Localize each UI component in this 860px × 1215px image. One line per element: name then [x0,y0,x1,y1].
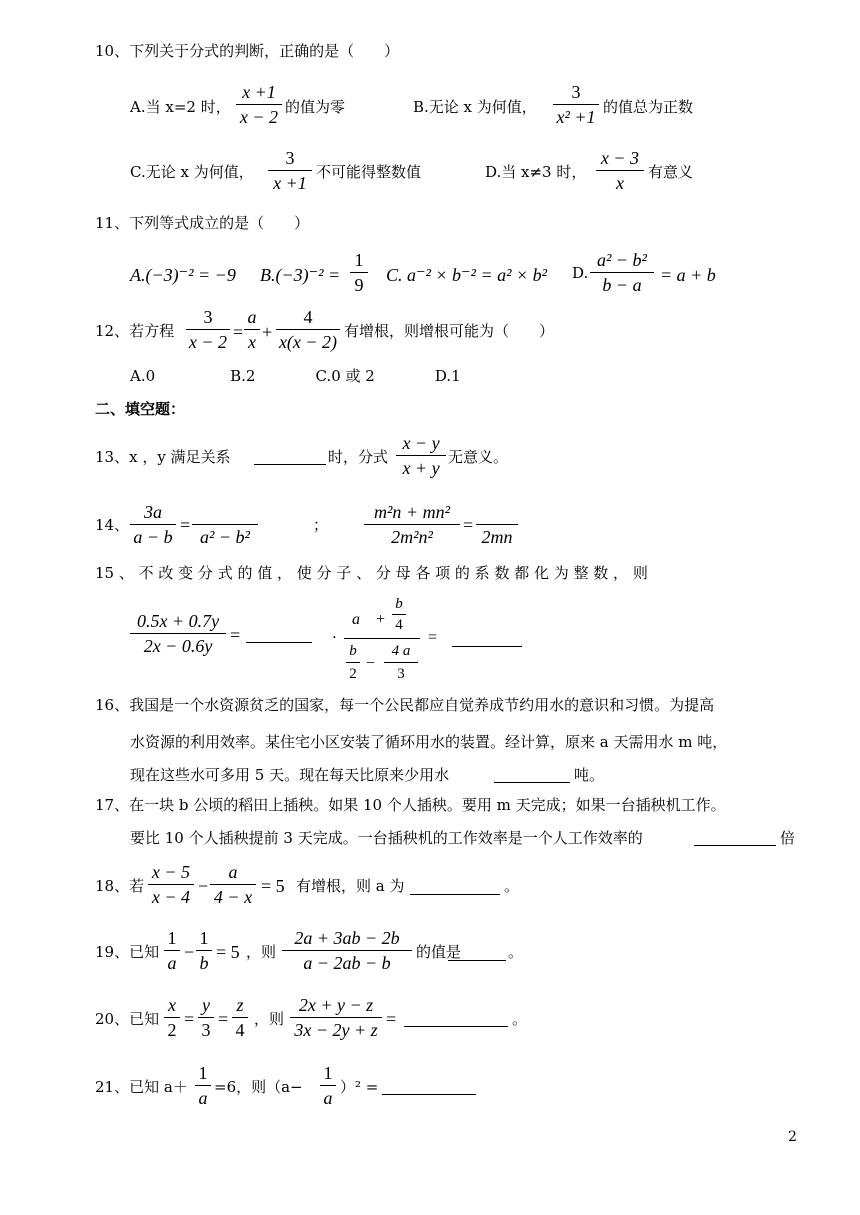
q15-equals-2: = [428,629,438,646]
q12-fraction-1: 3 x − 2 [186,307,230,352]
q20-pre: 20、已知 [95,1010,160,1028]
q14-equals: = [180,515,191,535]
q19-equals: = 5 [216,942,240,962]
q10-b-fraction: 3 x² +1 [553,82,599,127]
q10-a-pre: A.当 x=2 时， [130,98,231,116]
q21-answer-blank[interactable] [382,1078,476,1095]
q11-option-b-pre: B.(−3)⁻² = [260,265,341,285]
q15-equals: = [230,625,241,645]
q12-post: 有增根，则增根可能为（ ） [344,322,555,340]
q20-fraction-1: x 2 [164,995,180,1040]
q11-option-c: C. a⁻² × b⁻² = a² × b² [386,265,548,285]
q15-denominator-minus: − [366,655,376,672]
q12-pre: 12、若方程 [95,322,175,340]
q20-mid: ，则 [254,1010,285,1028]
q21-post: ）² = [340,1078,379,1096]
q18-pre: 18、若 [95,877,145,895]
q15-complex-fraction [344,596,420,686]
q14-equals-2: = [463,515,474,535]
q20-fraction-2: y 3 [198,995,214,1040]
q12-fraction-3: 4 x(x − 2) [276,307,340,352]
q19-fraction-2: 1 b [196,928,212,973]
q10-c-fraction: 3 x +1 [268,148,312,193]
q18-minus: − [198,876,209,896]
q19-pre: 19、已知 [95,943,160,961]
q10-b-pre: B.无论 x 为何值， [413,98,537,116]
q15-dot: · [332,628,337,646]
q15-fraction-1: 0.5x + 0.7y 2x − 0.6y [130,611,226,656]
q19-fraction-3: 2a + 3ab − 2b a − 2ab − b [282,928,412,973]
q17-answer-blank[interactable] [694,829,776,846]
q16-line-3-post: 吨。 [574,766,605,784]
q11-option-b-fraction: 1 9 [350,250,368,295]
q14-separator: ； [313,516,329,534]
q15-denominator-fraction-2: 4 a 3 [384,642,418,683]
q19-mid: ，则 [246,943,277,961]
q15-numerator-a: a [352,611,360,628]
q15-answer-blank-1[interactable] [246,626,312,643]
q18-end: 。 [504,877,520,895]
q21-fraction-1: 1 a [195,1063,211,1108]
q12-plus: + [262,322,273,342]
q14-fraction-1: 3a a − b [130,502,176,547]
q20-answer-blank[interactable] [404,1010,508,1027]
q16-answer-blank[interactable] [494,766,570,783]
q13-post: 无意义。 [448,448,509,466]
q14-fraction-2: a² − b² [192,502,258,547]
q19-post: 的值是 [416,943,462,961]
q15-denominator-fraction-1: b 2 [346,642,360,683]
q16-line-2: 水资源的利用效率。某住宅小区安装了循环用水的装置。经计算，原来 a 天需用水 m 吨， [130,733,728,751]
q12-options: A.0 B.2 C.0 或 2 D.1 [130,367,461,385]
q10-a-post: 的值为零 [285,98,346,116]
q17-line-2: 要比 10 个人插秧提前 3 天完成。一台插秧机的工作效率是一个人工作效率的 [130,829,643,847]
q13-answer-blank[interactable] [254,448,326,465]
q15-main-bar [344,638,420,639]
q15-stem: 15 、 不 改 变 分 式 的 值 ， 使 分 子 、 分 母 各 项 的 系 数 都 化 为 整 数 ， 则 [95,564,648,582]
q10-c-post: 不可能得整数值 [316,163,422,181]
q10-d-fraction: x − 3 x [596,148,644,193]
q10-b-post: 的值总为正数 [603,98,694,116]
q12-fraction-2: a x [244,307,260,352]
q18-equals: = 5 [261,876,285,896]
q21-fraction-2: 1 a [320,1063,336,1108]
q19-answer-blank[interactable] [448,944,506,961]
q11-option-d-post: = a + b [660,265,716,285]
q20-fraction-4: 2x + y − z 3x − 2y + z [290,995,382,1040]
section-heading: 二、填空题： [95,400,186,418]
q19-end: 。 [508,943,524,961]
q20-equals-3: = [386,1009,397,1029]
q10-a-fraction: x +1 x − 2 [236,82,282,127]
q18-post: 有增根，则 a 为 [296,877,405,895]
q21-pre: 21、已知 a＋ [95,1078,188,1096]
q10-d-post: 有意义 [648,163,694,181]
q11-option-d-pre: D. [572,264,589,282]
q10-c-pre: C.无论 x 为何值， [130,163,254,181]
q10-stem: 10、下列关于分式的判断，正确的是（ ） [95,42,400,60]
q14-fraction-3: m²n + mn² 2m²n² [364,502,460,547]
q20-fraction-3: z 4 [232,995,248,1040]
q15-answer-blank-2[interactable] [452,630,522,647]
page-number: 2 [788,1129,797,1145]
q18-answer-blank[interactable] [410,878,500,895]
q11-option-d-fraction: a² − b² b − a [590,250,654,295]
q15-numerator-fraction: b 4 [392,596,406,633]
q11-option-a: A.(−3)⁻² = −9 [130,265,236,285]
q18-fraction-1: x − 5 x − 4 [148,862,194,907]
q13-fraction: x − y x + y [396,433,446,478]
q19-fraction-1: 1 a [164,928,180,973]
q13-pre: 13、x ，y 满足关系 [95,448,231,466]
q16-line-3: 现在这些水可多用 5 天。现在每天比原来少用水 [130,766,450,784]
q12-equals: = [233,322,244,342]
q10-d-pre: D.当 x≠3 时， [485,163,587,181]
q14-pre: 14、 [95,516,130,534]
q16-line-1: 16、我国是一个水资源贫乏的国家，每一个公民都应自觉养成节约用水的意识和习惯。为提高 [95,696,715,714]
q13-mid: 时，分式 [328,448,389,466]
q11-stem: 11、下列等式成立的是（ ） [95,214,310,232]
q20-equals-2: = [218,1009,229,1029]
q19-minus: − [184,942,195,962]
q20-equals-1: = [184,1009,195,1029]
q17-line-2-post: 倍 [780,829,796,847]
q21-mid: =6，则（a− [214,1078,303,1096]
q17-line-1: 17、在一块 b 公顷的稻田上插秧。如果 10 个人插秧。要用 m 天完成；如果一台插秧机工作。 [95,796,726,814]
q14-fraction-4: 2mn [476,502,518,547]
q18-fraction-2: a 4 − x [210,862,256,907]
q15-numerator-plus: + [376,611,386,628]
q20-end: 。 [512,1010,528,1028]
